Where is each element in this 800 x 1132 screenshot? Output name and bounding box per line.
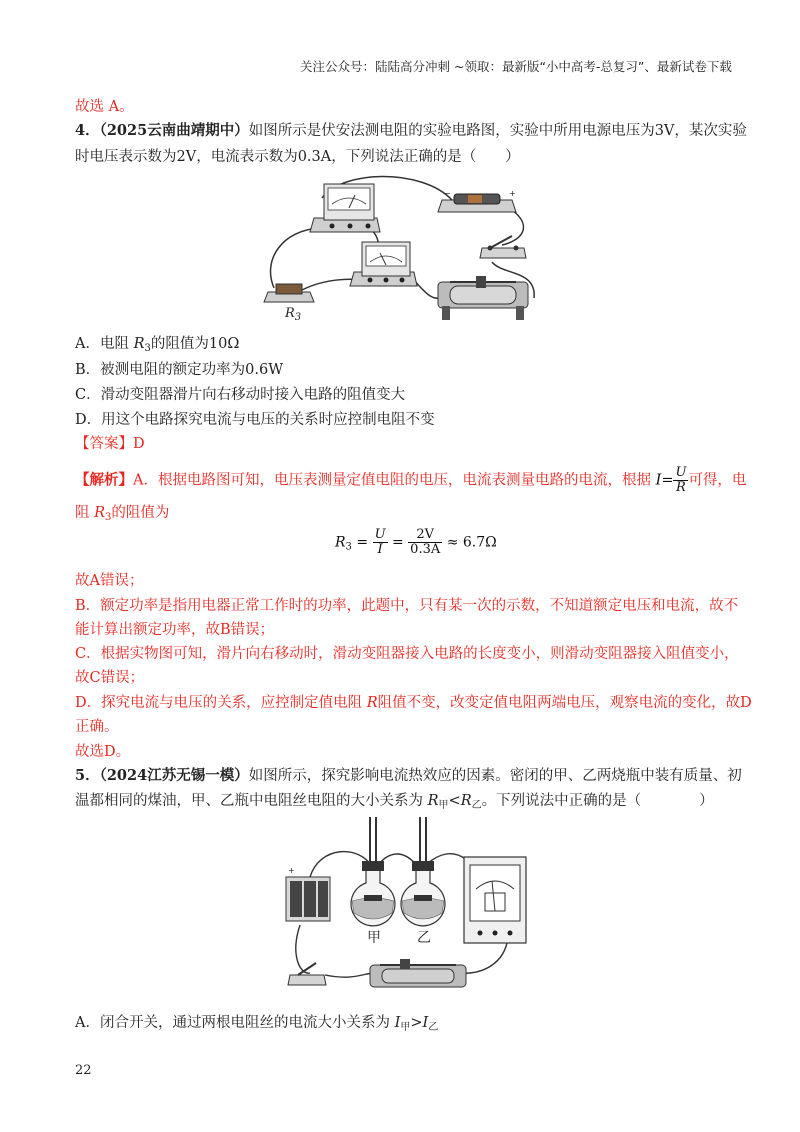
q4-analysis-d-line2: 正确。 (75, 719, 119, 735)
q4-answer: 【答案】D (75, 436, 145, 452)
q5-option-a: A．闭合开关，通过两根电阻丝的电流大小关系为 $I_甲>I_乙$ (75, 1015, 439, 1033)
flask-yi (401, 817, 445, 926)
q4-formula: $R_3$ = $\frac{U}{I}$ = $\frac{2V}{0.3A}$ ≈ 6.7Ω (335, 527, 497, 557)
q4-analysis-a-line1: 【解析】A．根据电路图可知，电压表测量定值电阻的电压，电流表测量电路的电流，根据 I= $\frac{U}{R}$ 可得，电 (75, 465, 747, 495)
prev-conclusion: 故选 A。 (75, 99, 134, 115)
page-header: 关注公众号：陆陆高分冲刺 ~领取：最新版“小中高考-总复习”、最新试卷下载 (300, 59, 732, 74)
q4-option-b: B．被测电阻的额定功率为0.6W (75, 362, 284, 378)
q4-analysis-c-line2: 故C错误； (75, 670, 145, 686)
q5-flask-label-yi: 乙 (417, 930, 431, 946)
q5-source: （2024江苏无锡一模） (99, 767, 249, 784)
battery (438, 189, 516, 212)
q4-analysis-a-line2: 阻 $R_3$的阻值为 (75, 505, 170, 523)
q4-option-c: C．滑动变阻器滑片向右移动时接入电路的阻值变大 (75, 387, 406, 403)
page-number: 22 (75, 1063, 92, 1078)
q4-stem-line1 (75, 121, 747, 141)
q4-option-d: D．用这个电路探究电流与电压的关系时应控制电阻不变 (75, 412, 435, 428)
q5-heating-figure (280, 815, 535, 995)
rheostat (438, 276, 528, 320)
q4-number: 4． (75, 122, 100, 139)
q4-option-a: A．电阻 $R_3$的阻值为10Ω (75, 336, 240, 354)
q4-stem-text1: 如图所示是伏安法测电阻的实验电路图，实验中所用电源电压为3V，某次实验 (248, 123, 747, 139)
ohm-law-fraction: $\frac{U}{R}$ (675, 465, 687, 495)
q5-flask-label-jia: 甲 (367, 930, 381, 946)
q5-stem-line2: 温都相同的煤油，甲、乙瓶中电阻丝电阻的大小关系为 $R_甲<R_乙$。下列说法中正确的是（ ） (75, 793, 714, 811)
analysis-tag: 【解析】 (75, 471, 133, 489)
q4-source: （2025云南曲靖期中） (99, 122, 249, 139)
battery-pack (286, 866, 330, 921)
svg-text:−: − (444, 189, 451, 198)
q4-analysis-a-end: 故A错误； (75, 573, 144, 589)
q4-analysis-b-line1: B．额定功率是指用电器正常工作时的功率，此题中，只有某一次的示数，不知道额定电压和电流，故不 (75, 598, 739, 614)
voltmeter (350, 242, 417, 286)
svg-text:+: + (288, 866, 295, 875)
q4-figure-label-r3: $R_3$ (285, 306, 302, 323)
q4-analysis-d-line1: D．探究电流与电压的关系，应控制定值电阻 R阻值不变，改变定值电阻两端电压，观察电流的变化，故D (75, 695, 752, 711)
q4-circuit-figure (262, 170, 552, 326)
flask-jia (351, 817, 395, 926)
rheostat-q5 (370, 959, 466, 987)
svg-text:+: + (509, 189, 516, 198)
q4-analysis-c-line1: C．根据实物图可知，滑片向右移动时，滑动变阻器接入电路的长度变小，则滑动变阻器接入阻值变小， (75, 646, 739, 662)
q4-stem-line2: 时电压表示数为2V，电流表示数为0.3A，下列说法正确的是（ ） (75, 149, 520, 165)
switch-q5 (288, 963, 326, 985)
q5-stem-line1: 5．（2024江苏无锡一模）如图所示，探究影响电流热效应的因素。密闭的甲、乙两烧瓶中装有质量、初 (75, 767, 742, 784)
ammeter (310, 184, 380, 232)
q4-analysis-b-line2: 能计算出额定功率，故B错误； (75, 622, 275, 638)
q5-number: 5． (75, 767, 100, 784)
resistor-r3 (264, 284, 314, 302)
switch (480, 236, 526, 258)
q4-analysis-conclusion: 故选D。 (75, 744, 131, 760)
meter-box (464, 857, 526, 943)
